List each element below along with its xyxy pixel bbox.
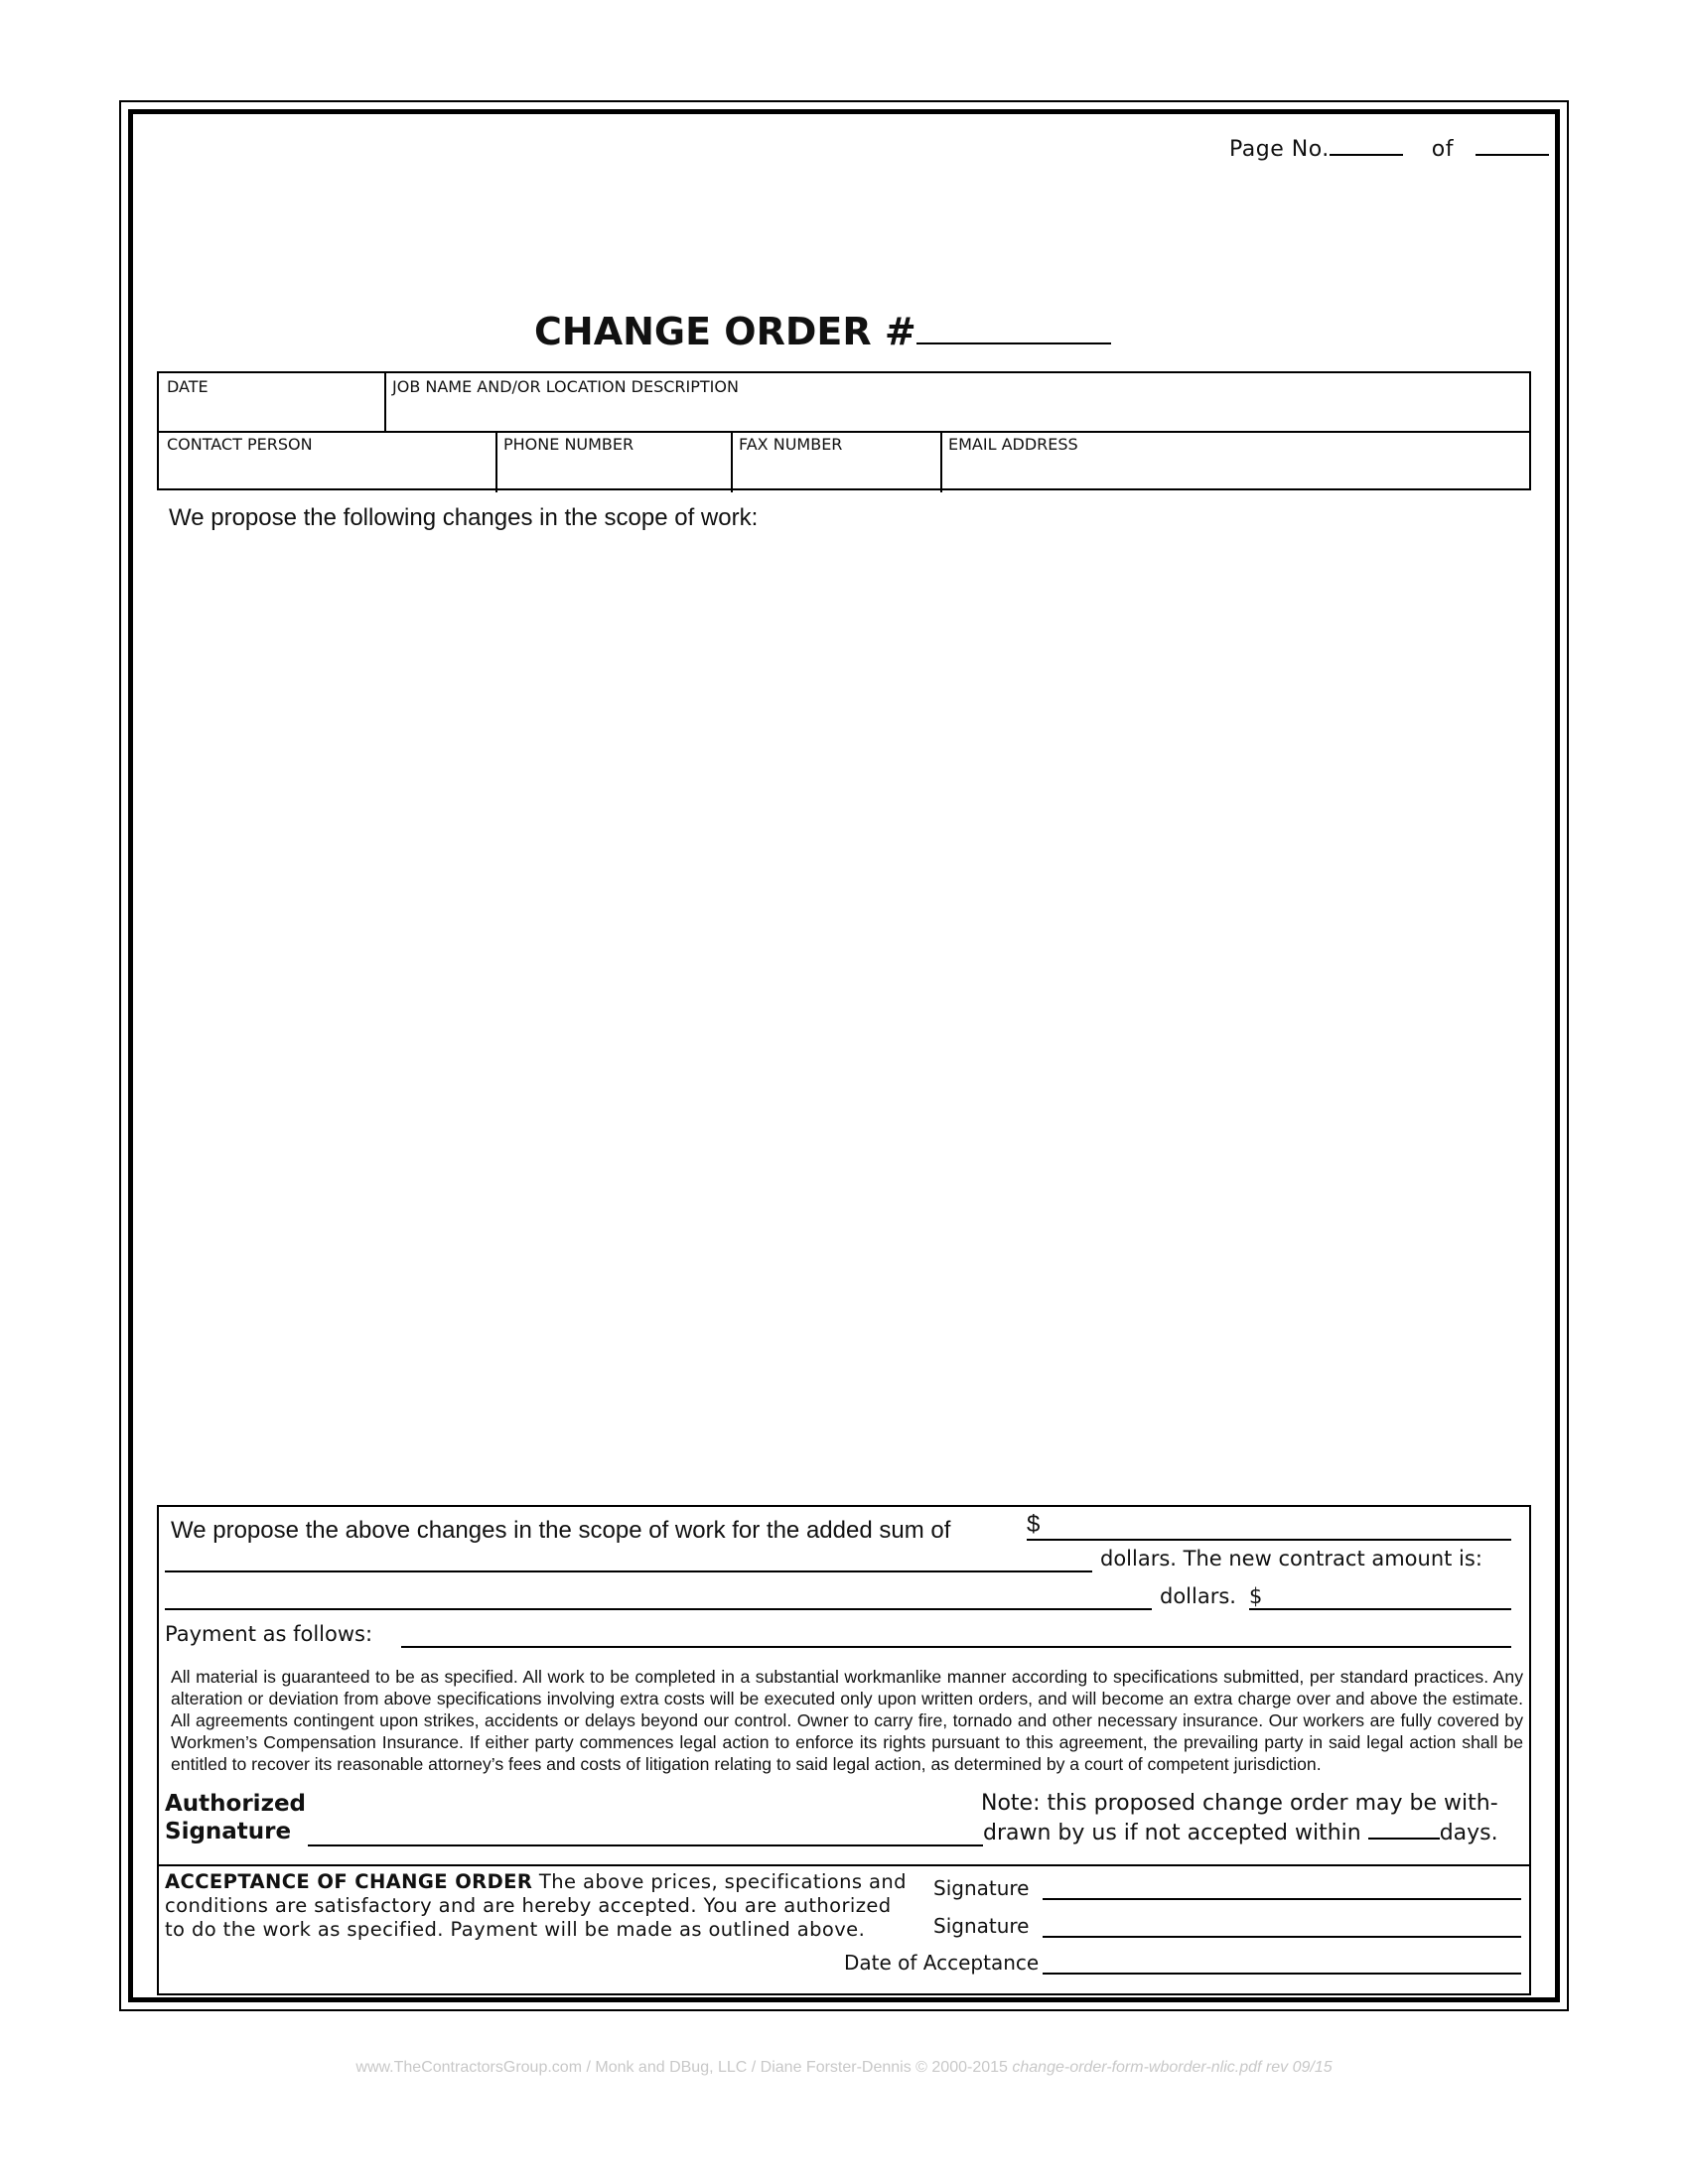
acceptance-text [165,1870,915,1942]
added-sum-words-field[interactable] [165,1570,1092,1572]
note-line-2-text: drawn by us if not accepted within [983,1821,1361,1845]
acceptance-heading: ACCEPTANCE OF CHANGE ORDER [165,1870,533,1893]
date-label: DATE [167,377,209,396]
terms-text: All material is guaranteed to be as specified. All work to be completed in a substantial workmanlike manner according to specifications submitted, per standard practices. Any alteration or deviation from above specifications involving extra costs will be executed only upon written orders, and will become an extra charge over and above the estimate. All agreements contingent upon strikes, accidents or delays beyond our control. Owner to carry fire, tornado and other necessary insurance. Our workers are fully covered by Workmen’s Compensation Insurance. If either party commences legal action to enforce its rights pursuant to this agreement, the prevailing party in said legal action shall be entitled to recover its reasonable attorney’s fees and costs of litigation relating to said legal action, as determined by a court of competent jurisdiction. [171,1667,1523,1774]
email-address-field[interactable] [940,431,1531,492]
acceptance-signature-2-field[interactable] [1043,1936,1521,1938]
job-name-label: JOB NAME AND/OR LOCATION DESCRIPTION [392,377,739,396]
signature-1-label: Signature [933,1876,1030,1900]
contact-person-field[interactable] [159,431,495,492]
page-number-field[interactable] [1330,154,1403,156]
page-title [534,310,1111,353]
date-of-acceptance-label: Date of Acceptance [844,1951,1040,1975]
footer [0,2059,1688,2077]
new-contract-words-field[interactable] [165,1608,1152,1610]
scope-of-work-area[interactable] [157,544,1531,1487]
acceptance-signature-1-field[interactable] [1043,1898,1521,1900]
fax-number-field[interactable] [731,431,940,492]
phone-number-field[interactable] [495,431,731,492]
payment-label: Payment as follows: [165,1622,373,1646]
new-contract-amount-field[interactable] [1249,1608,1511,1610]
added-sum-field[interactable] [1027,1539,1511,1541]
fax-number-label: FAX NUMBER [739,435,843,454]
change-order-number-field[interactable] [916,341,1111,344]
scope-of-work-label: We propose the following changes in the scope of work: [169,504,759,531]
signature-label: Signature [165,1819,292,1844]
payment-terms-field[interactable] [401,1646,1511,1648]
page-of-label: of [1431,137,1454,162]
note-line-1: Note: this proposed change order may be with- [981,1791,1498,1816]
days-field[interactable] [1368,1838,1440,1840]
email-address-label: EMAIL ADDRESS [948,435,1078,454]
divider [157,1864,1531,1866]
info-table [157,371,1531,490]
note-line-2 [983,1821,1498,1845]
footer-filename: change-order-form-wborder-nlic.pdf rev 09/15 [1012,2059,1333,2076]
dollar-sign-2: $ [1249,1584,1263,1608]
days-label: days. [1439,1821,1498,1845]
page-label: Page No. [1229,137,1330,162]
signature-2-label: Signature [933,1914,1030,1938]
authorized-signature-field[interactable] [308,1844,983,1846]
dollar-sign: $ [1027,1511,1041,1538]
date-field[interactable] [159,373,384,431]
title-text: CHANGE ORDER # [534,310,916,353]
page-number [1229,137,1549,162]
page-total-field[interactable] [1476,154,1549,156]
job-name-field[interactable] [384,373,1531,431]
acceptance-body: The above prices, specifications and conditions are satisfactory and are hereby accepted. You are authorized to do the work as specified. Payment will be made as outlined above. [165,1870,907,1941]
authorized-label: Authorized [165,1791,307,1817]
dollars-label: dollars. [1160,1584,1236,1608]
contact-person-label: CONTACT PERSON [167,435,313,454]
new-contract-label: dollars. The new contract amount is: [1100,1547,1482,1570]
added-sum-label: We propose the above changes in the scope of work for the added sum of [171,1517,951,1544]
phone-number-label: PHONE NUMBER [503,435,634,454]
date-of-acceptance-field[interactable] [1043,1973,1521,1975]
footer-text: www.TheContractorsGroup.com / Monk and DBug, LLC / Diane Forster-Dennis © 2000-2015 [355,2059,1013,2076]
